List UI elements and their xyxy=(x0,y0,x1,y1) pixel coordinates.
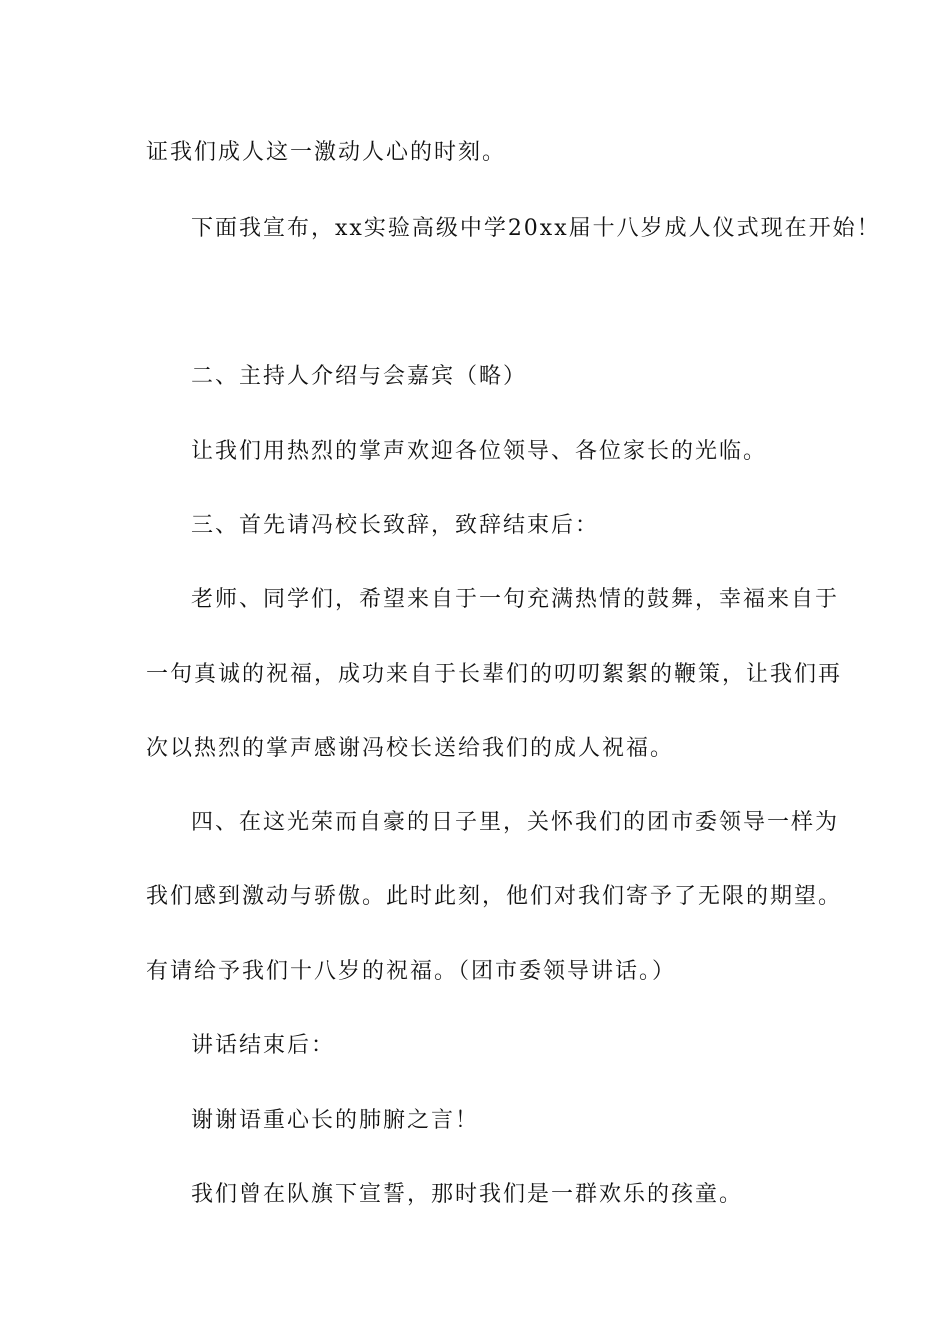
text-line: 老师、同学们，希望来自于一句充满热情的鼓舞，幸福来自于 xyxy=(191,587,840,612)
text-line: 一句真诚的祝福，成功来自于长辈们的叨叨絮絮的鞭策，让我们再 xyxy=(146,662,843,687)
text-line: 下面我宣布，xx实验高级中学20xx届十八岁成人仪式现在开始！ xyxy=(191,216,881,241)
text-line: 有请给予我们十八岁的祝福。（团市委领导讲话。） xyxy=(146,959,677,984)
text-line: 证我们成人这一激动人心的时刻。 xyxy=(146,140,507,165)
text-line: 我们曾在队旗下宣誓，那时我们是一群欢乐的孩童。 xyxy=(191,1182,744,1207)
text-line: 讲话结束后： xyxy=(191,1033,336,1058)
text-line: 谢谢语重心长的肺腑之言！ xyxy=(191,1108,480,1133)
section-heading: 四、在这光荣而自豪的日子里，关怀我们的团市委领导一样为 xyxy=(191,810,840,835)
section-heading: 三、首先请冯校长致辞，致辞结束后： xyxy=(191,513,600,538)
text-line: 我们感到激动与骄傲。此时此刻，他们对我们寄予了无限的期望。 xyxy=(146,884,843,909)
section-heading: 二、主持人介绍与会嘉宾（略） xyxy=(191,364,528,389)
text-line: 让我们用热烈的掌声欢迎各位领导、各位家长的光临。 xyxy=(191,439,768,464)
text-line: 次以热烈的掌声感谢冯校长送给我们的成人祝福。 xyxy=(146,736,675,761)
